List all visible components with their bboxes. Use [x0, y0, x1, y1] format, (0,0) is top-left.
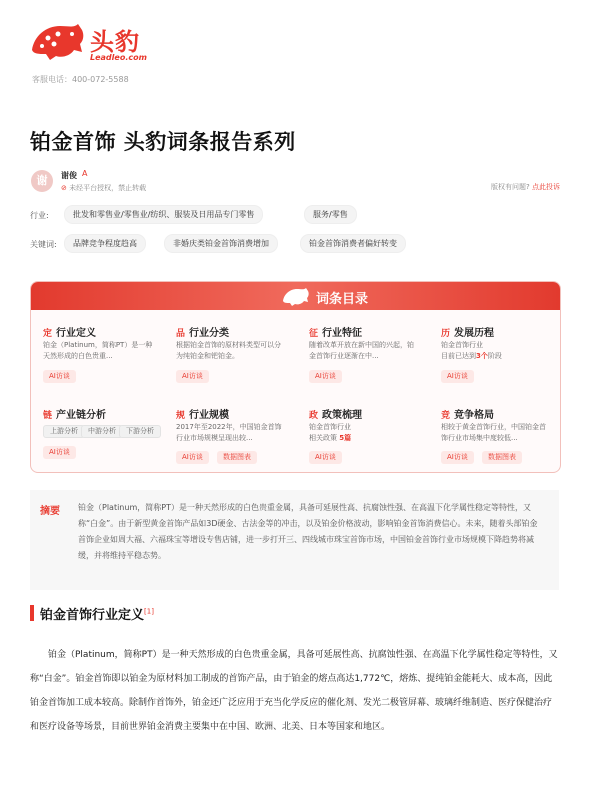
reference-link[interactable]: [1]	[144, 607, 154, 616]
section-title	[40, 604, 154, 623]
catalog-item-competition[interactable]	[441, 406, 494, 421]
catalog-item-desc: 2017年至2022年，中国铂金首饰行业市场规模呈现出较...	[176, 423, 282, 442]
summary-box	[30, 490, 559, 590]
keyword-tag[interactable]: 品牌竞争程度趋高	[64, 234, 146, 253]
classification-icon: 品	[176, 329, 186, 339]
brand-name: 头豹	[90, 28, 140, 56]
catalog-item-scale[interactable]	[176, 406, 229, 421]
author-name[interactable]: 谢俊	[61, 171, 77, 180]
catalog-item-label: 发展历程	[454, 328, 495, 339]
catalog-item-label: 竞争格局	[454, 410, 495, 421]
catalog-item-desc	[441, 340, 551, 362]
catalog-item-label: 产业链分析	[56, 410, 107, 421]
catalog-item-label: 行业规模	[189, 410, 230, 421]
section-title-text: 铂金首饰行业定义	[40, 608, 145, 623]
leopard-logo-icon	[281, 286, 311, 306]
catalog-item-chain[interactable]	[43, 406, 106, 421]
industry-label: 行业:	[30, 211, 49, 220]
leopard-logo-icon	[28, 20, 86, 62]
characteristics-icon: 征	[309, 329, 319, 339]
catalog-item-policy[interactable]	[309, 406, 362, 421]
catalog-item-definition[interactable]	[43, 324, 96, 339]
ai-interview-button[interactable]: AI访谈	[309, 451, 342, 464]
bar-chart-icon: 规	[176, 411, 186, 421]
section-marker	[30, 605, 34, 621]
keyword-tag[interactable]: 非婚庆类铂金首饰消费增加	[164, 234, 278, 253]
pie-chart-icon: 竞	[441, 411, 451, 421]
ai-interview-button[interactable]: AI访谈	[309, 370, 342, 383]
history-icon: 历	[441, 329, 451, 339]
industry-tag[interactable]: 服务/零售	[304, 205, 357, 224]
catalog-title: 词条目录	[316, 292, 369, 307]
desc-text: 铂金首饰行业	[309, 423, 351, 431]
ai-interview-button[interactable]: AI访谈	[43, 370, 76, 383]
copyright-note-text: 未经平台授权，禁止转载	[69, 184, 147, 192]
downstream-tag[interactable]: 下游分析	[119, 425, 161, 438]
catalog-item-label: 行业分类	[189, 328, 230, 339]
desc-text: 铂金首饰行业	[441, 341, 483, 349]
catalog-item-label: 行业定义	[56, 328, 97, 339]
catalog-item-desc	[309, 422, 419, 444]
catalog-item-label: 政策梳理	[322, 410, 363, 421]
upstream-tag[interactable]: 上游分析	[43, 425, 85, 438]
ai-interview-button[interactable]: AI访谈	[43, 446, 76, 459]
catalog-panel	[30, 281, 561, 473]
industry-tag[interactable]: 批发和零售业/零售业/纺织、服装及日用品专门零售	[64, 205, 263, 224]
author-badge: A	[82, 169, 88, 178]
summary-label: 摘要	[40, 506, 60, 517]
report-issue	[491, 182, 560, 192]
chain-icon: 链	[43, 411, 53, 421]
report-link[interactable]: 点此投诉	[532, 183, 560, 191]
policy-icon: 政	[309, 411, 319, 421]
ai-interview-button[interactable]: AI访谈	[176, 370, 209, 383]
catalog-item-label: 行业特征	[322, 328, 363, 339]
catalog-item-classification[interactable]	[176, 324, 229, 339]
prohibited-icon: ⊘	[61, 184, 67, 192]
summary-text: 铂金（Platinum，简称PT）是一种天然形成的白色贵重金属，具备可延展性高、抗腐蚀性强、在高温下化学属性稳定等特性，又称“白金”。由于新型黄金首饰产品如3D硬金、古法金等的冲击，以及铂金价格波动，影响铂金首饰消费信心。未来，随着头部铂金首饰企业如周大福、六福珠宝等增设专售店铺，进一步打开三、四线城市珠宝首饰市场，中国铂金首饰行业市场规模下降趋势将减缓，并将维持平稳态势。	[78, 503, 538, 560]
catalog-item-desc: 相较于黄金首饰行业，中国铂金首饰行业市场集中度较低...	[441, 423, 546, 442]
desc-text: 目前已达到	[441, 352, 476, 360]
definition-icon: 定	[43, 329, 53, 339]
avatar: 谢	[31, 170, 53, 192]
keyword-label: 关键词:	[30, 240, 57, 249]
catalog-item-desc: 随着改革开放在新中国的兴起，铂金首饰行业逐渐在中...	[309, 341, 414, 360]
ai-interview-button[interactable]: AI访谈	[176, 451, 209, 464]
stage-count: 3个	[476, 352, 488, 360]
catalog-item-history[interactable]	[441, 324, 494, 339]
catalog-item-characteristics[interactable]	[309, 324, 362, 339]
midstream-tag[interactable]: 中游分析	[81, 425, 123, 438]
catalog-item-desc: 根据铂金首饰的原材料类型可以分为纯铂金和钯铂金。	[176, 341, 281, 360]
catalog-item-desc: 铂金（Platinum，简称PT）是一种天然形成的白色贵重...	[43, 341, 153, 360]
brand-site[interactable]: Leadleo.com	[90, 53, 147, 62]
data-chart-button[interactable]: 数据图表	[482, 451, 522, 464]
contact-phone: 客服电话：400-072-5588	[32, 75, 129, 84]
policy-count: 5篇	[339, 434, 352, 442]
ai-interview-button[interactable]: AI访谈	[441, 370, 474, 383]
ai-interview-button[interactable]: AI访谈	[441, 451, 474, 464]
desc-text: 阶段	[487, 352, 502, 360]
copyright-note	[61, 183, 146, 193]
desc-text: 相关政策	[309, 434, 337, 442]
section-body: 铂金（Platinum，简称PT）是一种天然形成的白色贵重金属，具备可延展性高、抗腐蚀性强、在高温下化学属性稳定等特性，又称“白金”。铂金首饰即以铂金为原材料加工制成的首饰产品，由于铂金的熔点高达1,772℃，熔炼、提纯铂金能耗大、成本高，因此铂金首饰加工成本较高。除制作首饰外，铂金还广泛应用于充当化学反应的催化剂、发光二极管屏幕、玻璃纤维制造、医疗保健治疗和医疗设备等场景，目前世界铂金消费主要集中在中国、欧洲、北美、日本等国家和地区。	[30, 650, 558, 732]
page-title: 铂金首饰 头豹词条报告系列	[30, 130, 296, 154]
keyword-tag[interactable]: 铂金首饰消费者偏好转变	[300, 234, 406, 253]
report-prefix: 版权有问题?	[491, 183, 530, 191]
catalog-header	[31, 282, 560, 310]
data-chart-button[interactable]: 数据图表	[217, 451, 257, 464]
